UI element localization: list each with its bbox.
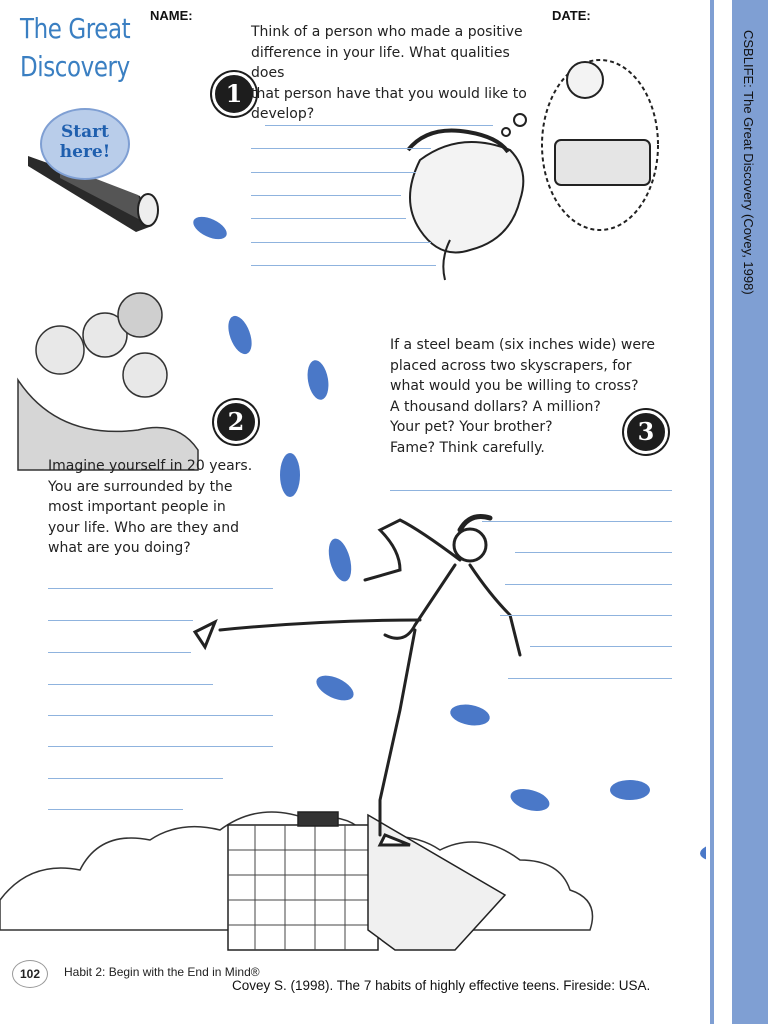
answer-line[interactable] (48, 809, 183, 810)
skyscraper-illustration (228, 812, 505, 950)
answer-line[interactable] (530, 646, 672, 647)
date-label: DATE: (552, 8, 591, 23)
answer-line[interactable] (48, 684, 213, 685)
balancing-person-illustration (195, 517, 520, 846)
question-1-text: Think of a person who made a positive difference in your life. What qualities does that person have that you would like to develop? (251, 24, 527, 122)
answer-line[interactable] (251, 195, 401, 196)
page-number: 102 (12, 960, 48, 988)
question-2-text: Imagine yourself in 20 years. You are surrounded by the most important people in your life. Who are they and what are you doing? (48, 458, 253, 556)
side-caption: CSBLIFE: The Great Discovery (Covey, 1998) (741, 30, 756, 295)
answer-line[interactable] (500, 615, 672, 616)
name-label: NAME: (150, 8, 193, 23)
answer-line[interactable] (251, 148, 431, 149)
answer-line[interactable] (251, 218, 406, 219)
answer-line[interactable] (482, 521, 672, 522)
answer-line[interactable] (48, 746, 273, 747)
answer-line[interactable] (505, 584, 672, 585)
start-here-badge: Start here! (40, 108, 130, 180)
answer-line[interactable] (265, 125, 493, 126)
answer-line[interactable] (48, 620, 193, 621)
page-title: The Great Discovery (20, 12, 131, 83)
answer-line[interactable] (508, 678, 672, 679)
friends-group-illustration (18, 293, 198, 470)
answer-line[interactable] (251, 265, 436, 266)
question-number-3: 3 (624, 410, 668, 454)
question-number-2: 2 (214, 400, 258, 444)
answer-line[interactable] (48, 715, 273, 716)
citation-text: Covey S. (1998). The 7 habits of highly effective teens. Fireside: USA. (232, 978, 651, 993)
sidebar-inner-band (714, 0, 732, 1024)
question-3-text: If a steel beam (six inches wide) were placed across two skyscrapers, for what would you be willing to cross? A thousand dollars? A million? Your pet? Your brother? Fame? Think carefully. (390, 337, 656, 456)
answer-line[interactable] (251, 242, 431, 243)
answer-line[interactable] (390, 490, 672, 491)
answer-line[interactable] (48, 778, 223, 779)
question-number-1: 1 (212, 72, 256, 116)
answer-line[interactable] (48, 652, 191, 653)
answer-line[interactable] (515, 552, 672, 553)
footer-habit-text: Habit 2: Begin with the End in Mind® (64, 965, 260, 979)
answer-line[interactable] (48, 588, 273, 589)
answer-line[interactable] (251, 172, 416, 173)
